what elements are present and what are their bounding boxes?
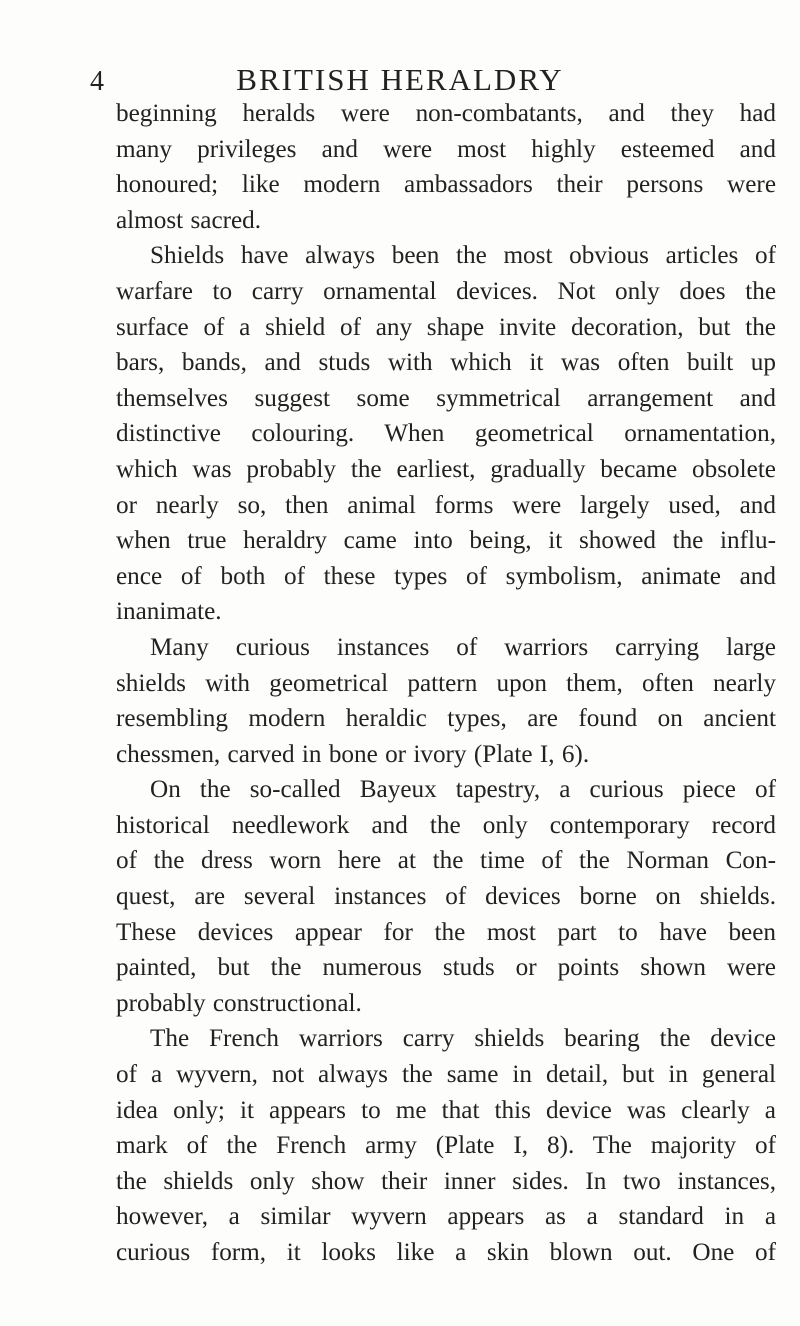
body-text [116, 96, 776, 1271]
text-line: inanimate. [116, 598, 222, 626]
text-line: distinctive colouring. When geometrical ornamentation, [116, 420, 776, 448]
text-line: The French warriors carry shields bearing the device [150, 1025, 776, 1053]
text-line: almost sacred. [116, 206, 262, 234]
text-line: bars, bands, and studs with which it was often built up [116, 349, 776, 377]
text-line: painted, but the numerous studs or points shown were [116, 954, 776, 982]
text-line: many privileges and were most highly esteemed and [116, 135, 776, 163]
text-line: when true heraldry came into being, it showed the influ- [116, 527, 776, 555]
text-line: however, a similar wyvern appears as a standard in a [116, 1203, 776, 1231]
text-line: quest, are several instances of devices borne on shields. [116, 883, 776, 911]
text-line: warfare to carry ornamental devices. Not only does the [116, 277, 776, 305]
text-line: shields with geometrical pattern upon them, often nearly [116, 669, 776, 697]
text-line: Many curious instances of warriors carrying large [150, 633, 776, 661]
text-line: chessmen, carved in bone or ivory (Plate I, 6). [116, 740, 590, 768]
text-line: historical needlework and the only contemporary record [116, 811, 776, 839]
text-line: themselves suggest some symmetrical arrangement and [116, 384, 776, 412]
text-line: of the dress worn here at the time of the Norman Con- [116, 847, 776, 875]
text-line: honoured; like modern ambassadors their persons were [116, 171, 776, 199]
running-title: BRITISH HERALDRY [236, 62, 564, 97]
text-line: probably constructional. [116, 989, 362, 1017]
text-line: resembling modern heraldic types, are found on ancient [116, 705, 776, 733]
text-line: which was probably the earliest, gradually became obsolete [116, 455, 776, 483]
text-line: the shields only show their inner sides. In two instances, [116, 1167, 776, 1195]
text-line: mark of the French army (Plate I, 8). The majority of [116, 1132, 776, 1160]
text-line: beginning heralds were non-combatants, and they had [116, 100, 776, 127]
text-line: surface of a shield of any shape invite decoration, but the [116, 313, 776, 341]
text-line: or nearly so, then animal forms were largely used, and [116, 491, 776, 519]
text-line: curious form, it looks like a skin blown out. One of [116, 1239, 776, 1266]
text-line: These devices appear for the most part to have been [116, 918, 776, 946]
text-line: ence of both of these types of symbolism, animate and [116, 562, 776, 590]
text-line: idea only; it appears to me that this device was clearly a [116, 1096, 776, 1124]
text-line: Shields have always been the most obvious articles of [150, 242, 776, 270]
page-number: 4 [90, 66, 105, 97]
text-line: On the so-called Bayeux tapestry, a curious piece of [150, 776, 776, 804]
text-line: of a wyvern, not always the same in detail, but in general [116, 1061, 776, 1089]
